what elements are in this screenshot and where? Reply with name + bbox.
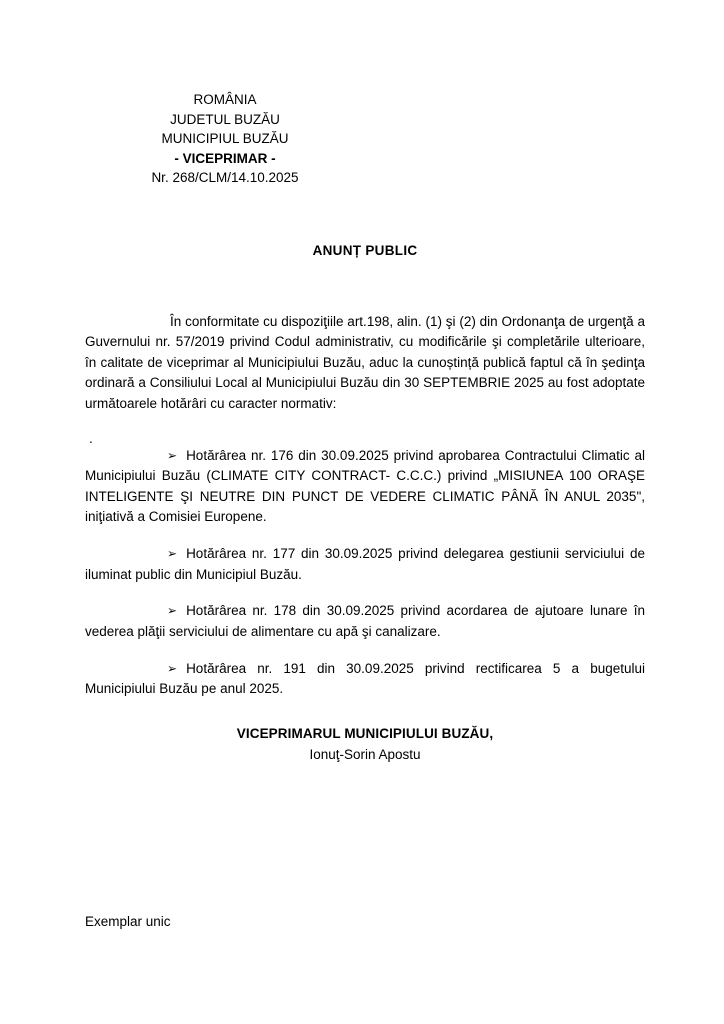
arrow-bullet-icon: ➢ <box>167 603 178 618</box>
list-item-text: Hotărârea nr. 177 din 30.09.2025 privind delegarea gestiunii serviciului de iluminat public din Municipiul Buzău. <box>85 546 645 582</box>
intro-section <box>85 312 645 414</box>
resolutions-list <box>85 446 645 700</box>
signature-name: Ionuţ-Sorin Apostu <box>309 746 421 762</box>
list-item <box>85 659 645 700</box>
letterhead-country: ROMÂNIA <box>193 92 257 107</box>
letterhead-municipality: MUNICIPIUL BUZĂU <box>161 131 289 146</box>
stray-period-mark: . <box>89 431 93 446</box>
signature-title: VICEPRIMARUL MUNICIPIULUI BUZĂU, <box>236 726 494 741</box>
arrow-bullet-icon: ➢ <box>167 546 178 561</box>
letterhead-county: JUDETUL BUZĂU <box>170 111 280 127</box>
page-title: ANUNȚ PUBLIC <box>312 243 418 258</box>
arrow-bullet-icon: ➢ <box>167 448 178 463</box>
intro-paragraph <box>85 312 645 414</box>
letterhead-role: - VICEPRIMAR - <box>174 150 276 166</box>
list-item-text: Hotărârea nr. 178 din 30.09.2025 privind acordarea de ajutoare lunare în vederea plăţii serviciului de alimentare cu apă şi canalizare. <box>85 603 645 639</box>
intro-paragraph-text: În conformitate cu dispoziţiile art.198, alin. (1) şi (2) din Ordonanţa de urgenţă a Guvernului nr. 57/2019 privind Codul administrativ, cu modificările şi completările ulterioare, în calitate de viceprimar al Municipiului Buzău, aduc la cunoștință publică faptul că în şedinţa ordinară a Consiliului Local al Municipiului Buzău din 30 SEPTEMBRIE 2025 au fost adoptate următoarele hotărâri cu caracter normativ: <box>85 314 645 411</box>
letterhead <box>85 90 365 188</box>
list-item-text: Hotărârea nr. 191 din 30.09.2025 privind rectificarea 5 a bugetului Municipiului Buzău pe anul 2025. <box>85 660 645 697</box>
list-item <box>85 446 645 528</box>
footer-note: Exemplar unic <box>85 914 171 929</box>
signature-block <box>85 724 645 765</box>
letterhead-registration-number: Nr. 268/CLM/14.10.2025 <box>151 170 299 185</box>
list-item <box>85 601 645 642</box>
list-item <box>85 544 645 585</box>
list-item-text: Hotărârea nr. 176 din 30.09.2025 privind aprobarea Contractului Climatic al Municipiului Buzău (CLIMATE CITY CONTRACT- C.C.C.) privind „MISIUNEA 100 ORAŞE INTELIGENTE ŞI NEUTRE DIN PUNCT DE VEDERE CLIMATIC PÂNĂ ÎN ANUL 2035", iniţiativă a Comisiei Europene. <box>85 448 645 525</box>
arrow-bullet-icon: ➢ <box>167 661 178 676</box>
